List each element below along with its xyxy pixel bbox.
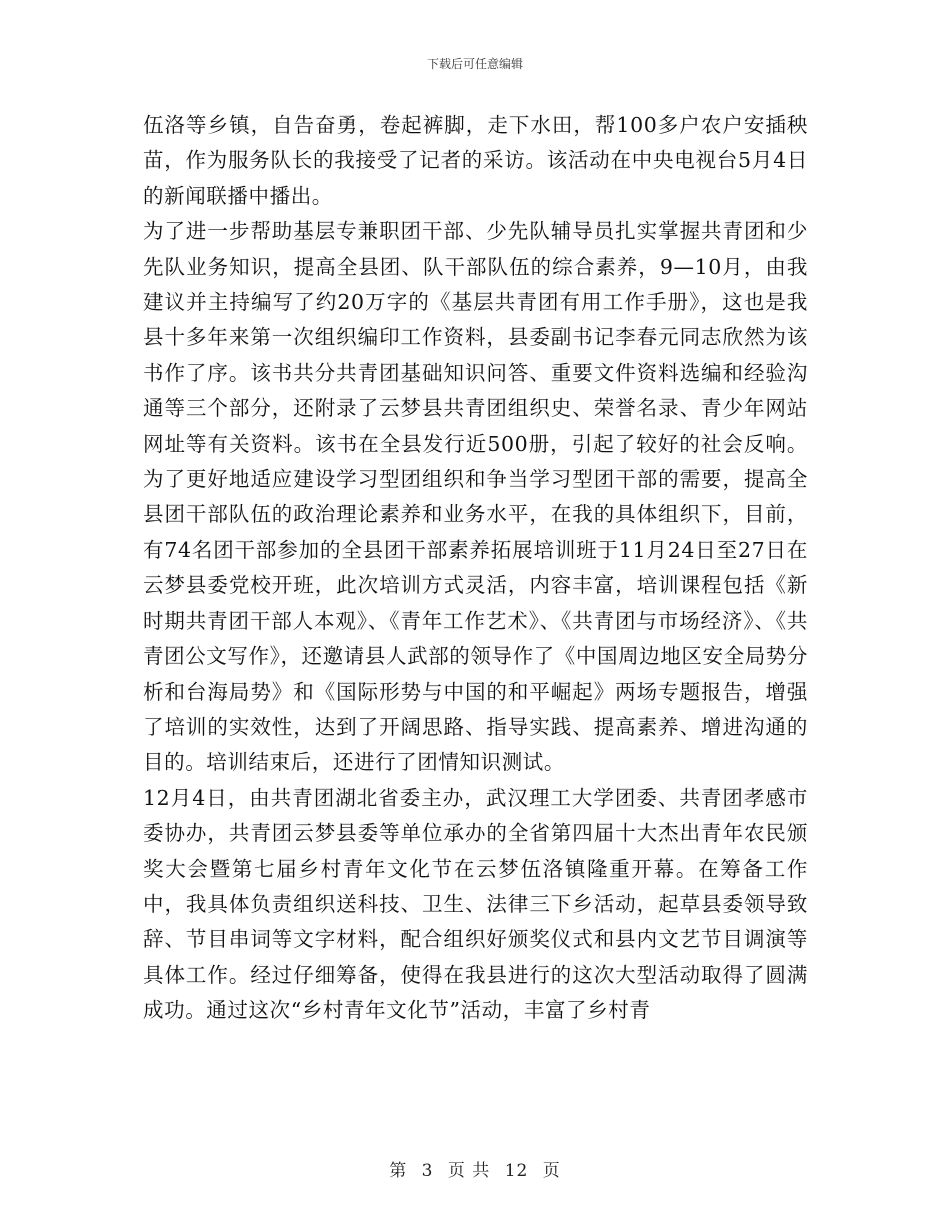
paragraph-1: 伍洛等乡镇，自告奋勇，卷起裤脚，走下水田，帮100多户农户安插秧苗，作为服务队长的我接受了记者的采访。该活动在中央电视台5月4日的新闻联播中播出。	[143, 113, 808, 208]
page-footer	[0, 1156, 950, 1181]
paragraph-3: 12月4日，由共青团湖北省委主办，武汉理工大学团委、共青团孝感市委协办，共青团云梦县委等单位承办的全省第四届十大杰出青年农民颁奖大会暨第七届乡村青年文化节在云梦伍洛镇隆重开幕。在筹备工作中，我具体负责组织送科技、卫生、法律三下乡活动，起草县委领导致辞、节目串词等文字材料，配合组织好颁奖仪式和县内文艺节目调演等具体工作。经过仔细筹备，使得在我县进行的这次大型活动取得了圆满成功。通过这次“乡村青年文化节”活动，丰富了乡村青	[143, 785, 808, 1023]
footer-middle: 页 共	[447, 1161, 491, 1181]
footer-total-pages: 12	[504, 1161, 529, 1181]
footer-suffix: 页	[542, 1161, 561, 1181]
footer-prefix: 第	[389, 1161, 408, 1181]
footer-page-number: 3	[421, 1161, 434, 1181]
paragraph-2: 为了进一步帮助基层专兼职团干部、少先队辅导员扎实掌握共青团和少先队业务知识，提高全县团、队干部队伍的综合素养，9—10月，由我建议并主持编写了约20万字的《基层共青团有用工作手册》，这也是我县十多年来第一次组织编印工作资料，县委副书记李春元同志欣然为该书作了序。该书共分共青团基础知识问答、重要文件资料选编和经验沟通等三个部分，还附录了云梦县共青团组织史、荣誉名录、青少年网站网址等有关资料。该书在全县发行近500册，引起了较好的社会反响。为了更好地适应建设学习型团组织和争当学习型团干部的需要，提高全县团干部队伍的政治理论素养和业务水平，在我的具体组织下，目前，有74名团干部参加的全县团干部素养拓展培训班于11月24日至27日在云梦县委党校开班，此次培训方式灵活，内容丰富，培训课程包括《新时期共青团干部人本观》、《青年工作艺术》、《共青团与市场经济》、《共青团公文写作》，还邀请县人武部的领导作了《中国周边地区安全局势分析和台海局势》和《国际形势与中国的和平崛起》两场专题报告，增强了培训的实效性，达到了开阔思路、指导实践、提高素养、增进沟通的目的。培训结束后，还进行了团情知识测试。	[143, 219, 808, 775]
page-header: 下载后可任意编辑	[426, 57, 523, 71]
document-body	[143, 108, 808, 1029]
